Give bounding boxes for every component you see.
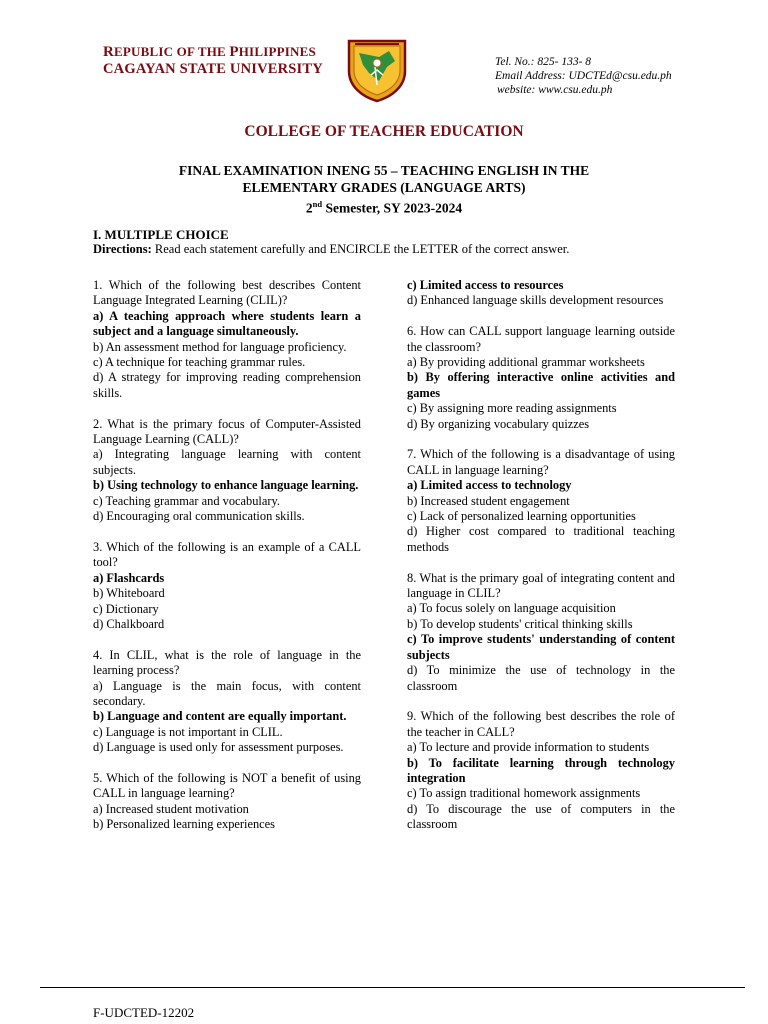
telephone: Tel. No.: 825- 133- 8 bbox=[495, 56, 592, 68]
answer-option: d) Chalkboard bbox=[93, 616, 165, 631]
question-stem: 3. Which of the following is an example of a CALL tool? bbox=[93, 539, 361, 570]
exam-title-line-2: ELEMENTARY GRADES (LANGUAGE ARTS) bbox=[242, 179, 526, 195]
answer-option: a) Increased student motivation bbox=[93, 801, 249, 816]
answer-option-correct: b) Language and content are equally important. bbox=[93, 709, 347, 724]
question-5-continued bbox=[407, 278, 675, 309]
question-stem: 4. In CLIL, what is the role of language in the learning process? bbox=[93, 647, 361, 678]
exam-title bbox=[0, 163, 768, 217]
answer-option-correct: b) To facilitate learning through technology integration bbox=[407, 755, 675, 785]
answer-option-correct: b) By offering interactive online activities and games bbox=[407, 370, 675, 400]
answer-option-correct: a) Limited access to technology bbox=[407, 478, 572, 493]
answer-option: a) Integrating language learning with content subjects. bbox=[93, 447, 361, 477]
answer-option: c) By assigning more reading assignments bbox=[407, 401, 617, 416]
university-seal-icon bbox=[345, 37, 409, 103]
answer-option: a) Language is the main focus, with content secondary. bbox=[93, 678, 361, 708]
question-1 bbox=[93, 278, 361, 401]
question-stem: 9. Which of the following best describes the role of the teacher in CALL? bbox=[407, 709, 675, 739]
college-name: COLLEGE OF TEACHER EDUCATION bbox=[244, 123, 524, 140]
contact-info bbox=[495, 55, 672, 97]
exam-semester: 2nd Semester, SY 2023-2024 bbox=[305, 199, 463, 216]
answer-option: c) Lack of personalized learning opportunities bbox=[407, 509, 636, 524]
question-7 bbox=[407, 447, 675, 555]
university-name: CAGAYAN STATE UNIVERSITY bbox=[103, 61, 323, 77]
email-address: Email Address: UDCTEd@csu.edu.ph bbox=[495, 70, 672, 82]
answer-option-correct: a) A teaching approach where students learn a subject and a language simultaneously. bbox=[93, 308, 361, 339]
form-code: F-UDCTED-12202 bbox=[93, 1005, 195, 1020]
answer-option: c) Teaching grammar and vocabulary. bbox=[93, 493, 280, 508]
answer-option: d) Higher cost compared to traditional teaching methods bbox=[407, 524, 675, 554]
answer-option-correct: a) Flashcards bbox=[93, 570, 165, 585]
question-6 bbox=[407, 324, 675, 432]
answer-option-correct: b) Using technology to enhance language learning. bbox=[93, 478, 359, 493]
answer-option: a) To focus solely on language acquisition bbox=[407, 601, 616, 616]
answer-option: c) A technique for teaching grammar rules. bbox=[93, 355, 306, 370]
answer-option: c) Dictionary bbox=[93, 601, 159, 616]
question-stem: 6. How can CALL support language learning outside the classroom? bbox=[407, 324, 675, 354]
answer-option: a) By providing additional grammar worksheets bbox=[407, 355, 645, 370]
answer-option: d) Language is used only for assessment purposes. bbox=[93, 740, 344, 755]
question-stem: 7. Which of the following is a disadvantage of using CALL in language learning? bbox=[407, 447, 675, 477]
answer-option: d) Enhanced language skills development resources bbox=[407, 293, 664, 308]
question-9 bbox=[407, 709, 675, 832]
answer-option: d) To minimize the use of technology in the classroom bbox=[407, 663, 675, 693]
question-5 bbox=[93, 771, 361, 833]
question-stem: 5. Which of the following is NOT a benefit of using CALL in language learning? bbox=[93, 770, 361, 801]
answer-option: b) Increased student engagement bbox=[407, 493, 570, 508]
question-8 bbox=[407, 571, 675, 694]
question-4 bbox=[93, 648, 361, 756]
question-stem: 1. Which of the following best describes Content Language Integrated Learning (CLIL)? bbox=[93, 278, 361, 308]
answer-option: c) Language is not important in CLIL. bbox=[93, 724, 283, 739]
answer-option: b) Personalized learning experiences bbox=[93, 817, 275, 832]
answer-option: d) Encouraging oral communication skills. bbox=[93, 509, 305, 524]
answer-option: b) An assessment method for language proficiency. bbox=[93, 339, 347, 354]
answer-option: b) Whiteboard bbox=[93, 586, 165, 601]
questions-left-column bbox=[93, 278, 361, 848]
question-stem: 2. What is the primary focus of Computer-Assisted Language Learning (CALL)? bbox=[93, 416, 361, 447]
question-3 bbox=[93, 540, 361, 632]
answer-option: d) A strategy for improving reading comprehension skills. bbox=[93, 370, 361, 400]
section-heading: I. MULTIPLE CHOICE bbox=[93, 227, 229, 242]
answer-option: b) To develop students' critical thinking skills bbox=[407, 616, 633, 631]
question-2 bbox=[93, 417, 361, 525]
footer-divider bbox=[40, 987, 745, 988]
answer-option: a) To lecture and provide information to students bbox=[407, 740, 650, 755]
questions-right-column bbox=[407, 278, 675, 848]
answer-option: c) To assign traditional homework assignments bbox=[407, 786, 641, 801]
answer-option: d) To discourage the use of computers in the classroom bbox=[407, 801, 675, 832]
answer-option-correct: c) Limited access to resources bbox=[407, 278, 564, 292]
republic-line: REPUBLIC OF THE PHILIPPINES bbox=[103, 44, 316, 60]
website: website: www.csu.edu.ph bbox=[497, 84, 613, 96]
question-stem: 8. What is the primary goal of integrating content and language in CLIL? bbox=[407, 570, 675, 601]
answer-option-correct: c) To improve students' understanding of content subjects bbox=[407, 632, 675, 662]
directions: Directions: Read each statement carefully and ENCIRCLE the LETTER of the correct answer. bbox=[93, 242, 570, 256]
answer-option: d) By organizing vocabulary quizzes bbox=[407, 416, 590, 431]
exam-title-line-1: FINAL EXAMINATION INENG 55 – TEACHING ENGLISH IN THE bbox=[178, 163, 590, 178]
